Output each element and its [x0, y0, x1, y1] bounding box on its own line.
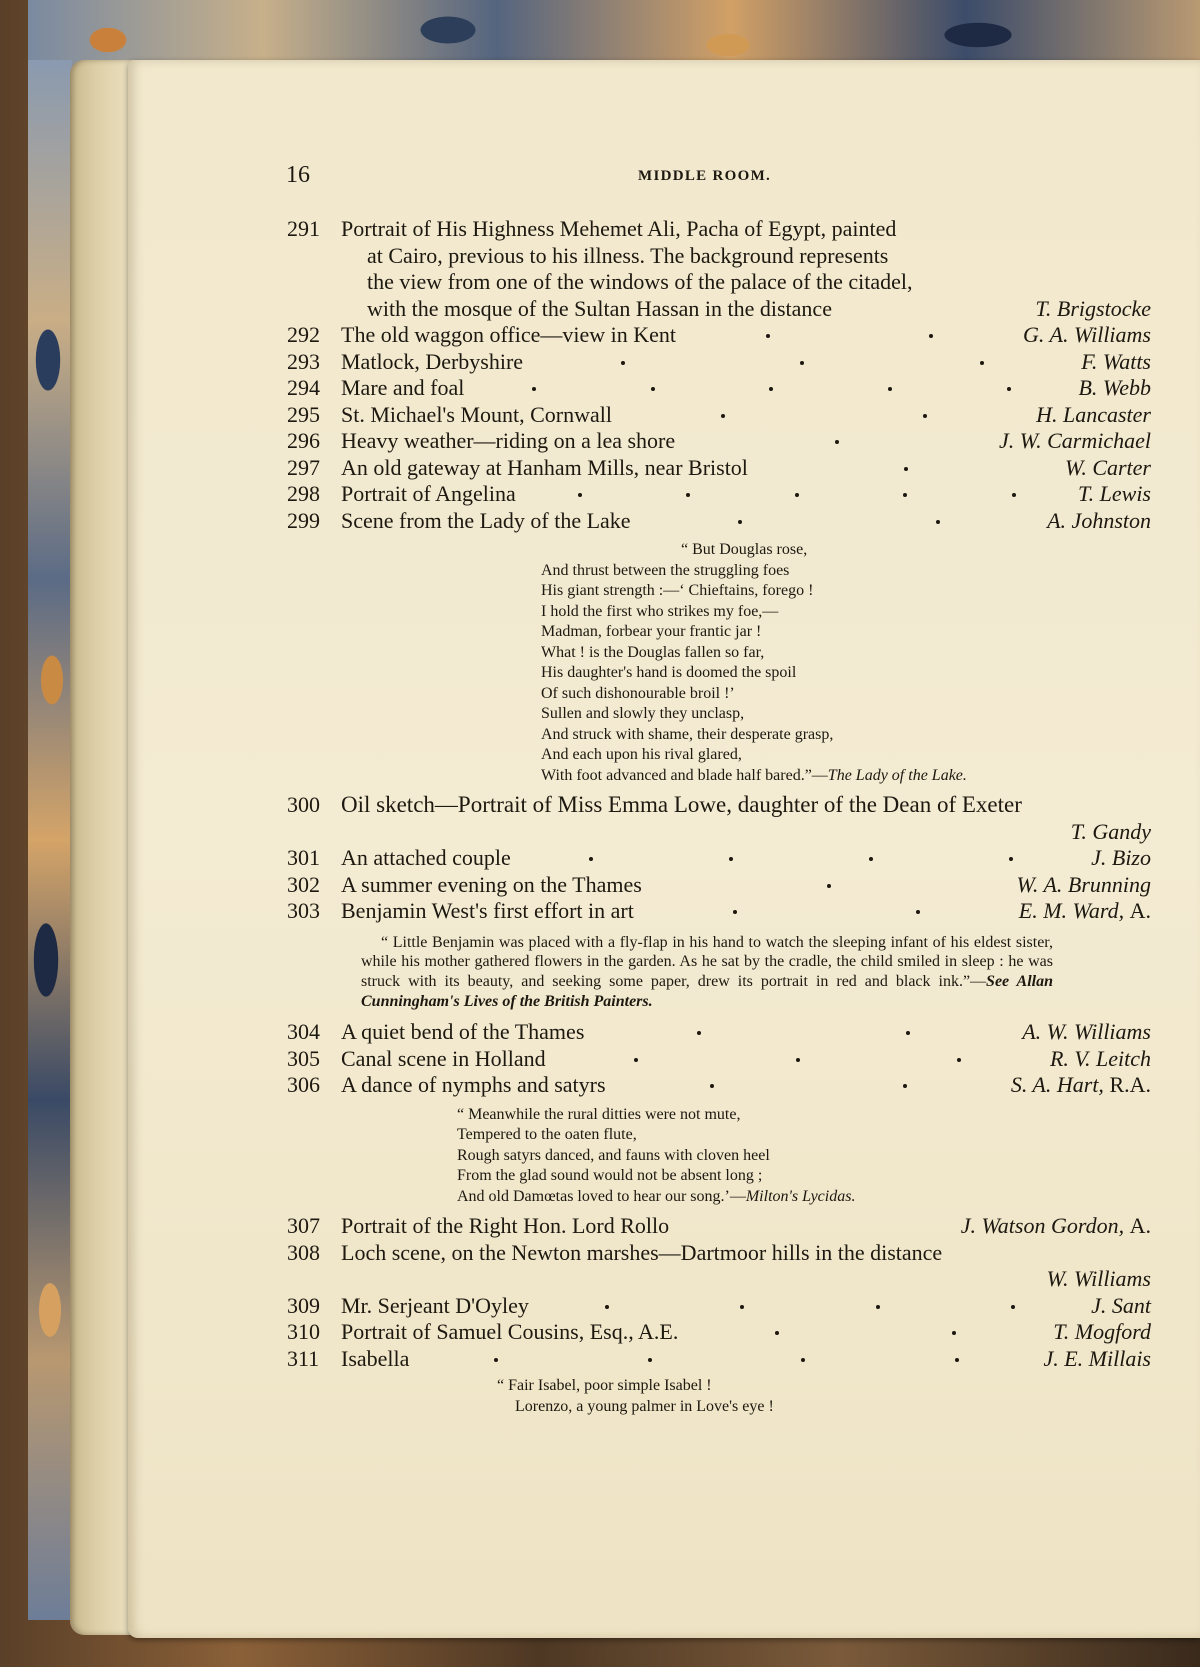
entry-artist: J. E. Millais — [1043, 1345, 1151, 1371]
entry-artist: R. V. Leitch — [1049, 1045, 1151, 1071]
verse-line: Tempered to the oaten flute, — [457, 1126, 637, 1144]
prose-text: “ Little Benjamin was placed with a fly-flap in his hand to watch the sleeping infant of his eldest sister, while his mother gathered flowers in the garden. As he sat by the cradle, the child smiled in sleep : he was struck with its beauty, and seeking some paper, drew its portrait in red and black ink.”— — [361, 933, 1053, 990]
artist-suffix: R.A. — [1109, 1072, 1151, 1098]
entry-artist: T. Mogford — [1053, 1319, 1151, 1345]
catalogue-entry — [287, 1072, 1151, 1207]
catalogue-entry — [287, 402, 1151, 429]
entry-artist — [1019, 898, 1151, 925]
entry-title: Isabella — [341, 1345, 410, 1371]
catalogue-entry — [287, 349, 1151, 376]
verse-line: Madman, forbear your frantic jar ! — [541, 623, 762, 640]
catalogue-entry — [287, 322, 1151, 349]
entry-title: An old gateway at Hanham Mills, near Bristol — [341, 454, 748, 480]
entry-artist: F. Watts — [1081, 348, 1151, 374]
entry-number: 293 — [287, 348, 320, 374]
verse-line: I hold the first who strikes my foe,— — [541, 602, 779, 620]
quoted-verse — [287, 540, 1151, 786]
catalogue-entry — [287, 1240, 1151, 1293]
quoted-prose — [361, 933, 1053, 1012]
quoted-verse — [287, 1376, 1151, 1417]
entry-title: Canal scene in Holland — [341, 1045, 546, 1071]
verse-line: “ Fair Isabel, poor simple Isabel ! — [497, 1377, 712, 1395]
verse-line: And struck with shame, their desperate grasp, — [541, 725, 834, 743]
leader-dots — [516, 497, 1078, 501]
catalogue-entry — [287, 1319, 1151, 1346]
entry-artist: T. Lewis — [1078, 481, 1151, 506]
entry-title: A summer evening on the Thames — [341, 871, 642, 897]
entry-artist: A. W. Williams — [1022, 1019, 1151, 1045]
entry-title: The old waggon office—view in Kent — [341, 322, 677, 347]
catalogue-entry — [287, 1019, 1151, 1046]
entry-artist: W. Williams — [1046, 1266, 1151, 1292]
verse-line: What ! is the Douglas fallen so far, — [541, 643, 765, 661]
verse-line: Rough satyrs danced, and fauns with cloven heel — [457, 1146, 770, 1164]
entry-number: 291 — [287, 216, 320, 241]
verse-line: Of such dishonourable broil !’ — [541, 684, 735, 702]
entry-title: Matlock, Derbyshire — [341, 348, 524, 374]
entry-artist: G. A. Williams — [1023, 322, 1151, 347]
leader-dots — [675, 444, 999, 448]
entry-number: 297 — [287, 454, 320, 480]
entry-title: Benjamin West's first effort in art — [341, 898, 634, 923]
verse-line: “ But Douglas rose, — [681, 541, 808, 558]
entry-number: 307 — [287, 1213, 320, 1239]
leader-dots — [464, 391, 1078, 395]
leader-dots — [631, 524, 1048, 528]
entry-number: 306 — [287, 1072, 320, 1098]
entry-number: 300 — [287, 792, 320, 817]
entry-artist: W. A. Brunning — [1016, 871, 1151, 897]
entry-number: 294 — [287, 375, 320, 400]
entry-number: 303 — [287, 898, 320, 923]
entry-artist: T. Gandy — [1070, 818, 1151, 844]
entry-number: 292 — [287, 322, 320, 347]
entry-number: 304 — [287, 1019, 320, 1045]
entry-title: Oil sketch—Portrait of Miss Emma Lowe, daughter of the Dean of Exeter — [341, 792, 1022, 817]
catalogue-entry — [287, 1346, 1151, 1418]
entry-title-continued: the view from one of the windows of the palace of the citadel, — [367, 269, 913, 294]
verse-line: Sullen and slowly they unclasp, — [541, 705, 745, 722]
catalogue-entry — [287, 216, 1151, 322]
artist-suffix: A. — [1129, 1213, 1151, 1239]
catalogue-entry — [287, 481, 1151, 508]
entry-number: 299 — [287, 507, 320, 533]
catalogue-entries — [287, 216, 1151, 1417]
verse-line: “ Meanwhile the rural ditties were not mute, — [457, 1105, 741, 1123]
entry-title-continued: at Cairo, previous to his illness. The background represents — [367, 242, 889, 268]
entry-title-continued: with the mosque of the Sultan Hassan in the distance — [367, 295, 832, 321]
entry-artist — [1011, 1072, 1151, 1099]
leader-dots — [676, 338, 1023, 342]
catalogue-entry — [287, 428, 1151, 455]
catalogue-entry — [287, 792, 1151, 845]
entry-artist: J. Sant — [1091, 1292, 1151, 1318]
catalogue-entry — [287, 1046, 1151, 1073]
entry-title: A dance of nymphs and satyrs — [341, 1072, 606, 1098]
quoted-verse — [287, 1105, 1151, 1208]
entry-title: Portrait of the Right Hon. Lord Rollo — [341, 1213, 670, 1239]
running-head: MIDDLE ROOM. — [638, 168, 772, 184]
artist-name: S. A. Hart, — [1010, 1072, 1104, 1098]
prose-attribution: See Allan Cunningham's Lives of the British Painters. — [361, 972, 1053, 1010]
entry-artist: T. Brigstocke — [1035, 295, 1151, 321]
artist-name: J. Watson Gordon, — [960, 1213, 1125, 1239]
entry-artist: H. Lancaster — [1036, 401, 1151, 427]
entry-title: Portrait of His Highness Mehemet Ali, Pacha of Egypt, painted — [341, 216, 897, 241]
entry-title: Mr. Serjeant D'Oyley — [341, 1292, 529, 1318]
entry-title: Heavy weather—riding on a lea shore — [341, 428, 676, 453]
leader-dots — [748, 471, 1065, 475]
entry-number: 305 — [287, 1045, 320, 1071]
entry-title: An attached couple — [341, 845, 511, 870]
catalogue-entry — [287, 872, 1151, 899]
verse-line: Lorenzo, a young palmer in Love's eye ! — [515, 1397, 774, 1415]
entry-title: Mare and foal — [341, 375, 465, 400]
catalogue-entry — [287, 375, 1151, 402]
verse-line — [457, 1187, 1151, 1208]
entry-artist: W. Carter — [1065, 454, 1151, 480]
catalogue-entry — [287, 1293, 1151, 1320]
leader-dots — [529, 1309, 1091, 1313]
verse-attribution: The Lady of the Lake. — [827, 766, 967, 784]
entry-number: 309 — [287, 1292, 320, 1318]
catalogue-entry — [287, 845, 1151, 872]
catalogue-entry — [287, 508, 1151, 787]
verse-line: And each upon his rival glared, — [541, 746, 742, 763]
catalogue-entry — [287, 455, 1151, 482]
entry-title: Portrait of Samuel Cousins, Esq., A.E. — [341, 1319, 679, 1345]
entry-number: 295 — [287, 401, 320, 427]
entry-artist: J. Bizo — [1091, 845, 1151, 870]
verse-attribution: Milton's Lycidas. — [745, 1187, 856, 1205]
entry-artist — [961, 1213, 1151, 1240]
leader-dots — [606, 1088, 1011, 1092]
entry-number: 311 — [287, 1345, 320, 1371]
leader-dots — [678, 1335, 1053, 1339]
entry-title: Scene from the Lady of the Lake — [341, 507, 631, 533]
leader-dots — [642, 888, 1017, 892]
verse-last-line: And old Damœtas loved to hear our song.’— — [457, 1187, 746, 1205]
leader-dots — [612, 418, 1036, 422]
entry-number: 301 — [287, 845, 320, 870]
catalogue-entry — [287, 1213, 1151, 1240]
page-number: 16 — [286, 162, 310, 188]
leader-dots — [634, 914, 1019, 918]
verse-last-line: With foot advanced and blade half bared.”— — [541, 766, 828, 784]
entry-artist: J. W. Carmichael — [999, 428, 1151, 453]
artist-name: E. M. Ward, — [1018, 898, 1125, 923]
entry-title: Loch scene, on the Newton marshes—Dartmoor hills in the distance — [341, 1239, 943, 1265]
verse-line: His giant strength :—‘ Chieftains, forego ! — [541, 582, 814, 599]
entry-number: 308 — [287, 1239, 320, 1265]
entry-number: 310 — [287, 1319, 320, 1345]
entry-title: Portrait of Angelina — [341, 481, 516, 506]
entry-number: 302 — [287, 871, 320, 897]
artist-suffix: A. — [1129, 898, 1151, 923]
leader-dots — [546, 1062, 1050, 1066]
verse-line: His daughter's hand is doomed the spoil — [541, 664, 797, 681]
leader-dots — [511, 861, 1091, 865]
leader-dots — [523, 365, 1081, 369]
entry-number: 296 — [287, 428, 320, 453]
entry-number: 298 — [287, 481, 320, 506]
entry-title: A quiet bend of the Thames — [341, 1019, 585, 1045]
entry-artist: B. Webb — [1078, 375, 1151, 400]
leader-dots — [584, 1035, 1022, 1039]
entry-title: St. Michael's Mount, Cornwall — [341, 401, 613, 427]
verse-line: And thrust between the struggling foes — [541, 561, 790, 579]
verse-line — [541, 766, 1151, 787]
leader-dots — [409, 1362, 1043, 1366]
entry-artist: A. Johnston — [1047, 507, 1151, 533]
verse-line: From the glad sound would not be absent long ; — [457, 1167, 763, 1185]
catalogue-entry — [287, 898, 1151, 1011]
